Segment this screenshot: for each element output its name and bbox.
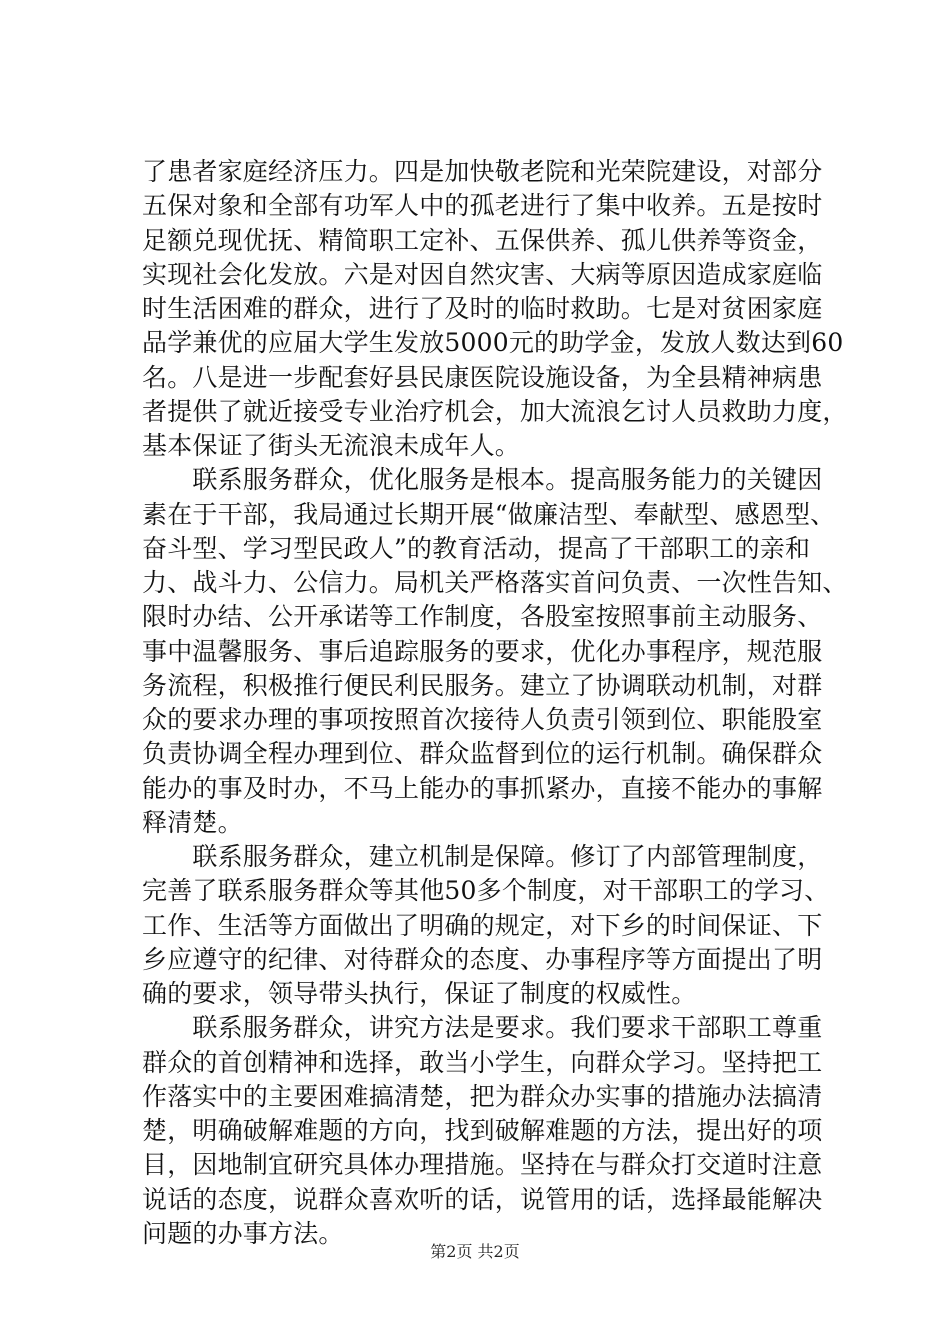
text-line: 足额兑现优抚、精简职工定补、五保供养、孤儿供养等资金， [142, 225, 823, 255]
text-line: 联系服务群众，优化服务是根本。提高服务能力的关键因 [142, 465, 823, 495]
text-line: 乡应遵守的纪律、对待群众的态度、办事程序等方面提出了明 [142, 944, 823, 974]
text-line: 负责协调全程办理到位、群众监督到位的运行机制。确保群众 [142, 739, 823, 769]
document-body [142, 155, 848, 1251]
text-line: 素在于干部，我局通过长期开展“做廉洁型、奉献型、感恩型、 [142, 499, 836, 529]
text-line: 释清楚。 [142, 807, 243, 837]
text-line: 品学兼优的应届大学生发放5000元的助学金，发放人数达到60 [142, 328, 844, 358]
text-line: 时生活困难的群众，进行了及时的临时救助。七是对贫困家庭 [142, 294, 823, 323]
text-line: 工作、生活等方面做出了明确的规定，对下乡的时间保证、下 [142, 910, 823, 940]
text-line: 目，因地制宜研究具体办理措施。坚持在与群众打交道时注意 [142, 1150, 823, 1180]
text-line: 作落实中的主要困难搞清楚，把为群众办实事的措施办法搞清 [142, 1081, 823, 1111]
text-line: 力、战斗力、公信力。局机关严格落实首问负责、一次性告知、 [142, 568, 848, 597]
text-line: 实现社会化发放。六是对因自然灾害、大病等原因造成家庭临 [142, 259, 823, 289]
text-line: 者提供了就近接受专业治疗机会，加大流浪乞讨人员救助力度， [142, 396, 848, 426]
text-line: 了患者家庭经济压力。四是加快敬老院和光荣院建设，对部分 [142, 157, 823, 186]
text-line: 限时办结、公开承诺等工作制度，各股室按照事前主动服务、 [142, 602, 823, 632]
text-line: 完善了联系服务群众等其他50多个制度，对干部职工的学习、 [142, 876, 830, 906]
text-line: 确的要求，领导带头执行，保证了制度的权威性。 [142, 979, 697, 1008]
text-line: 众的要求办理的事项按照首次接待人负责引领到位、职能股室 [142, 705, 823, 734]
text-line: 楚，明确破解难题的方向，找到破解难题的方法，提出好的项 [142, 1116, 823, 1145]
text-line: 务流程，积极推行便民利民服务。建立了协调联动机制，对群 [142, 670, 823, 700]
page-number-footer: 第2页 共2页 [430, 1242, 520, 1261]
text-line: 基本保证了街头无流浪未成年人。 [142, 431, 521, 460]
text-line: 事中温馨服务、事后追踪服务的要求，优化办事程序，规范服 [142, 636, 823, 666]
text-line: 问题的办事方法。 [142, 1218, 344, 1248]
text-line: 联系服务群众，讲究方法是要求。我们要求干部职工尊重 [142, 1013, 823, 1043]
text-line: 五保对象和全部有功军人中的孤老进行了集中收养。五是按时 [142, 191, 823, 221]
text-line: 说话的态度，说群众喜欢听的话，说管用的话，选择最能解决 [142, 1184, 823, 1214]
text-line: 奋斗型、学习型民政人”的教育活动，提高了干部职工的亲和 [142, 533, 811, 563]
text-line: 名。八是进一步配套好县民康医院设施设备，为全县精神病患 [142, 362, 823, 392]
text-line: 能办的事及时办，不马上能办的事抓紧办，直接不能办的事解 [142, 773, 823, 803]
text-line: 联系服务群众，建立机制是保障。修订了内部管理制度， [142, 842, 823, 871]
text-line: 群众的首创精神和选择，敢当小学生，向群众学习。坚持把工 [142, 1047, 823, 1077]
